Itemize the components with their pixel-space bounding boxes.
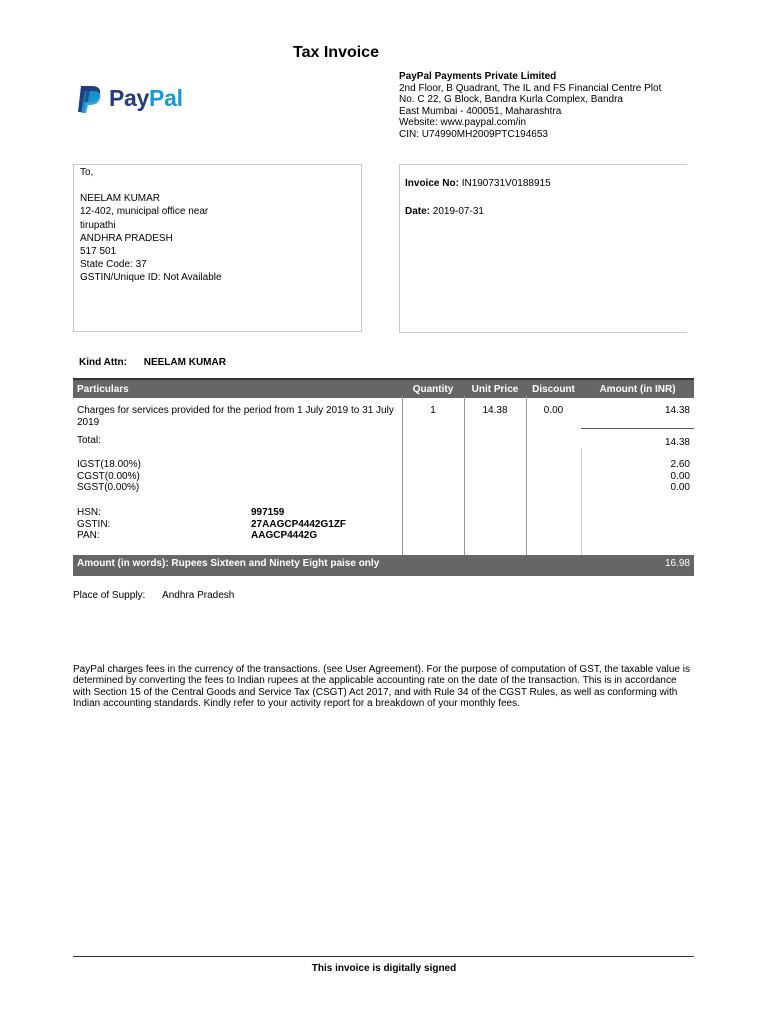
gst-note: PayPal charges fees in the currency of the transactions. (see User Agreement). For the purpose of computation of GST, the taxable value is determined by converting the fees to Indian rupees at the applicable accounting rate on the date of the transaction. This is in accordance with Section 15 of the Central Goods and Service Tax (CSGT) Act 2017, and with Rule 34 of the CGST Rules, as well as conforming with Indian accounting standards. Kindly refer to your activity report for a breakdown of your monthly fees. (73, 664, 690, 710)
digital-signature-note: This invoice is digitally signed (311, 963, 457, 974)
row-amount: 14.38 (664, 405, 690, 416)
gstin-value: 27AAGCP4442G1ZF (251, 518, 347, 530)
footer-divider (73, 956, 694, 957)
recipient-line: ANDHRA PRADESH (80, 232, 173, 244)
row-discount: 0.00 (543, 405, 564, 416)
recipient-address (80, 166, 222, 285)
invoice-date-label: Date: (405, 206, 431, 217)
paypal-p-icon (74, 84, 104, 114)
invoice-date (405, 206, 484, 217)
recipient-line: tirupathi (80, 219, 116, 231)
paypal-logo (74, 84, 204, 116)
gstin-label: GSTIN: (77, 518, 111, 530)
sgst-label: SGST(0.00%) (77, 482, 140, 493)
row-unit-price: 14.38 (482, 405, 508, 416)
total-value: 14.38 (664, 437, 690, 448)
company-cin: CIN: U74990MH2009PTC194653 (399, 128, 548, 140)
to-label: To, (80, 167, 94, 178)
table-header-row (73, 379, 694, 398)
total-row (73, 433, 694, 459)
place-of-supply (73, 590, 234, 601)
amount-in-words-bar (73, 555, 694, 576)
pan-value: AAGCP4442G (251, 530, 318, 541)
invoice-number (405, 178, 551, 189)
page-title: Tax Invoice (293, 44, 379, 61)
company-line: East Mumbai - 400051, Maharashtra (399, 105, 562, 117)
company-website: Website: www.paypal.com/in (399, 117, 527, 129)
row-particulars: Charges for services provided for the period from 1 July 2019 to 31 July 2019 (77, 405, 394, 428)
col-discount: Discount (526, 379, 581, 398)
col-particulars: Particulars (73, 379, 402, 398)
pan-label: PAN: (77, 530, 100, 541)
company-line: 2nd Floor, B Quadrant, The IL and FS Financial Centre Plot (399, 82, 662, 94)
invoice-info-box (399, 164, 687, 333)
grand-total: 16.98 (664, 558, 690, 569)
invoice-table (73, 378, 694, 545)
recipient-line: 12-402, municipal office near (80, 206, 209, 218)
place-of-supply-value: Andhra Pradesh (162, 590, 235, 601)
company-line: No. C 22, G Block, Bandra Kurla Complex, Bandra (399, 94, 623, 106)
column-divider (402, 396, 403, 555)
column-divider (526, 396, 527, 555)
hsn-value: 997159 (251, 507, 285, 518)
hsn-label: HSN: (77, 507, 101, 518)
cgst-label: CGST(0.00%) (77, 470, 140, 482)
company-name: PayPal Payments Private Limited (399, 71, 557, 82)
total-underline (581, 428, 694, 429)
amount-in-words: Amount (in words): Rupees Sixteen and Ninety Eight paise only (77, 558, 380, 569)
sgst-value: 0.00 (670, 482, 690, 493)
recipient-gstin: GSTIN/Unique ID: Not Available (80, 272, 222, 284)
gstin-line (77, 519, 398, 531)
recipient-line: 517 501 (80, 246, 117, 258)
invoice-number-label: Invoice No: (405, 178, 459, 189)
invoice-number-value: IN190731V0188915 (461, 178, 551, 189)
pan-line (77, 530, 398, 542)
col-unit-price: Unit Price (464, 379, 526, 398)
kind-attn (79, 357, 226, 368)
company-address (399, 71, 661, 141)
place-of-supply-label: Place of Supply: (73, 590, 146, 601)
cgst-value: 0.00 (670, 470, 690, 482)
igst-label: IGST(18.00%) (77, 459, 141, 470)
kind-attn-label: Kind Attn: (79, 357, 127, 368)
invoice-date-value: 2019-07-31 (432, 206, 484, 217)
kind-attn-value: NEELAM KUMAR (143, 357, 226, 368)
column-divider (581, 448, 582, 555)
hsn-line (77, 507, 398, 519)
tax-rows (73, 459, 694, 507)
col-quantity: Quantity (402, 379, 464, 398)
recipient-name: NEELAM KUMAR (80, 193, 161, 205)
paypal-wordmark: PayPal (109, 85, 183, 111)
col-amount: Amount (in INR) (581, 379, 694, 398)
igst-value: 2.60 (670, 459, 690, 470)
total-label: Total: (77, 435, 101, 446)
recipient-state-code: State Code: 37 (80, 259, 147, 271)
id-rows (73, 507, 694, 545)
row-quantity: 1 (430, 405, 436, 416)
column-divider (464, 396, 465, 555)
